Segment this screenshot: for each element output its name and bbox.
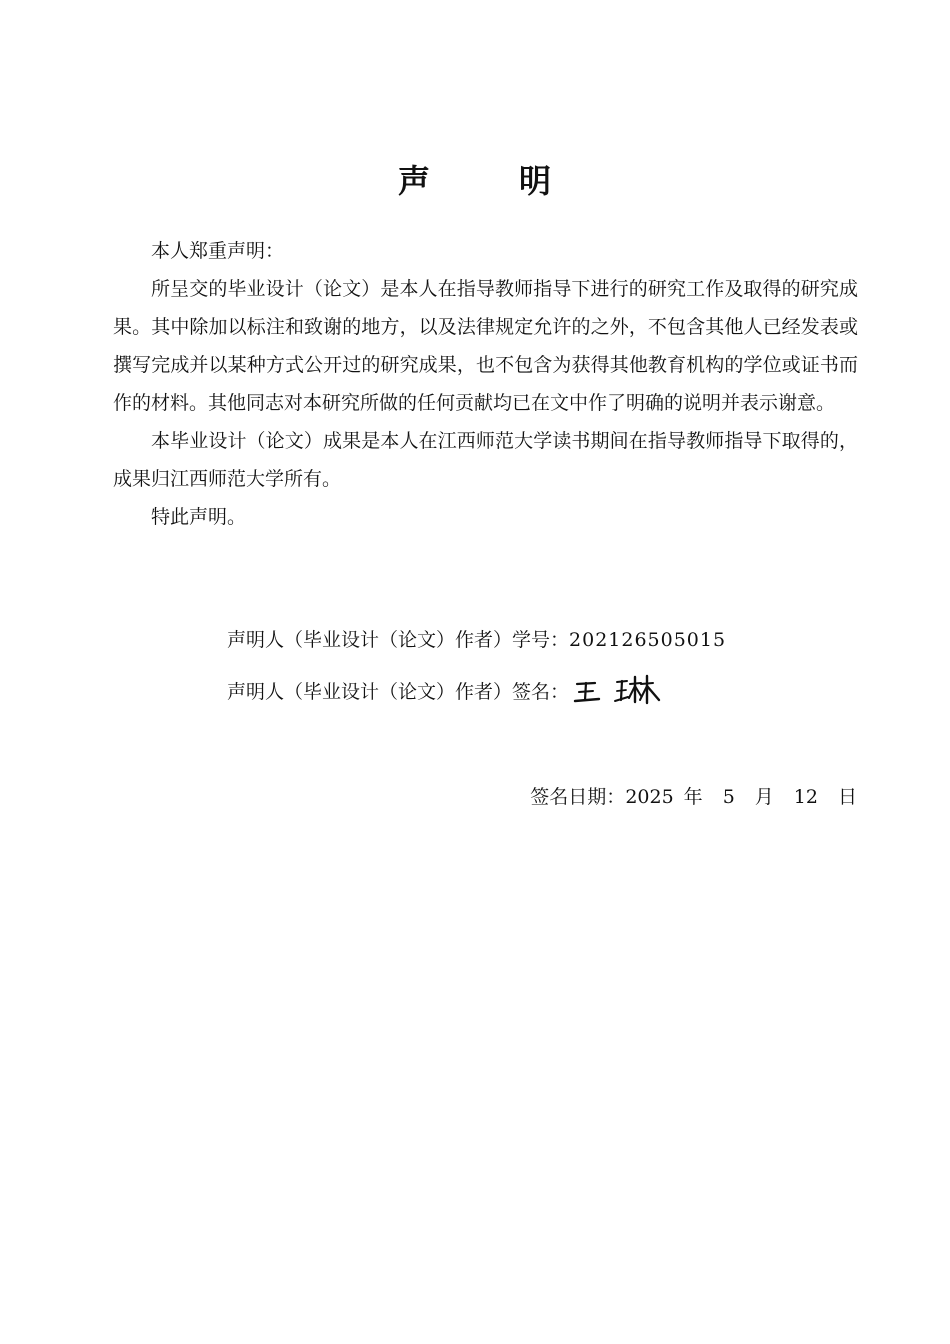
- date-day: 12: [793, 786, 818, 808]
- closing-line: 特此声明。: [151, 506, 247, 528]
- student-id-label: 声明人（毕业设计（论文）作者）学号：: [227, 629, 570, 651]
- signature-date: [530, 780, 857, 814]
- handwritten-signature: [573, 674, 663, 710]
- date-year: 2025: [625, 786, 674, 808]
- student-id-value: 202126505015: [569, 629, 727, 651]
- page-title: [0, 156, 950, 202]
- title-char-1: 声: [397, 162, 431, 200]
- date-month-unit: 月: [754, 786, 774, 808]
- declaration-body: [113, 232, 858, 536]
- paragraph-2: 本毕业设计（论文）成果是本人在江西师范大学读书期间在指导教师指导下取得的，成果归江西师范大学所有。: [113, 430, 858, 490]
- signature-row: [227, 666, 726, 718]
- date-month: 5: [722, 786, 735, 808]
- date-label: 签名日期：: [530, 786, 626, 808]
- student-id-row: [227, 614, 726, 666]
- opening-line: 本人郑重声明：: [151, 240, 285, 262]
- date-day-unit: 日: [837, 786, 857, 808]
- signature-block: [227, 614, 726, 718]
- date-year-unit: 年: [683, 786, 703, 808]
- paragraph-1: 所呈交的毕业设计（论文）是本人在指导教师指导下进行的研究工作及取得的研究成果。其中除加以标注和致谢的地方，以及法律规定允许的之外，不包含其他人已经发表或撰写完成并以某种方式公开过的研究成果，也不包含为获得其他教育机构的学位或证书而作的材料。其他同志对本研究所做的任何贡献均已在文中作了明确的说明并表示谢意。: [113, 278, 858, 414]
- title-char-2: 明: [519, 162, 553, 200]
- signature-label: 声明人（毕业设计（论文）作者）签名：: [227, 681, 570, 703]
